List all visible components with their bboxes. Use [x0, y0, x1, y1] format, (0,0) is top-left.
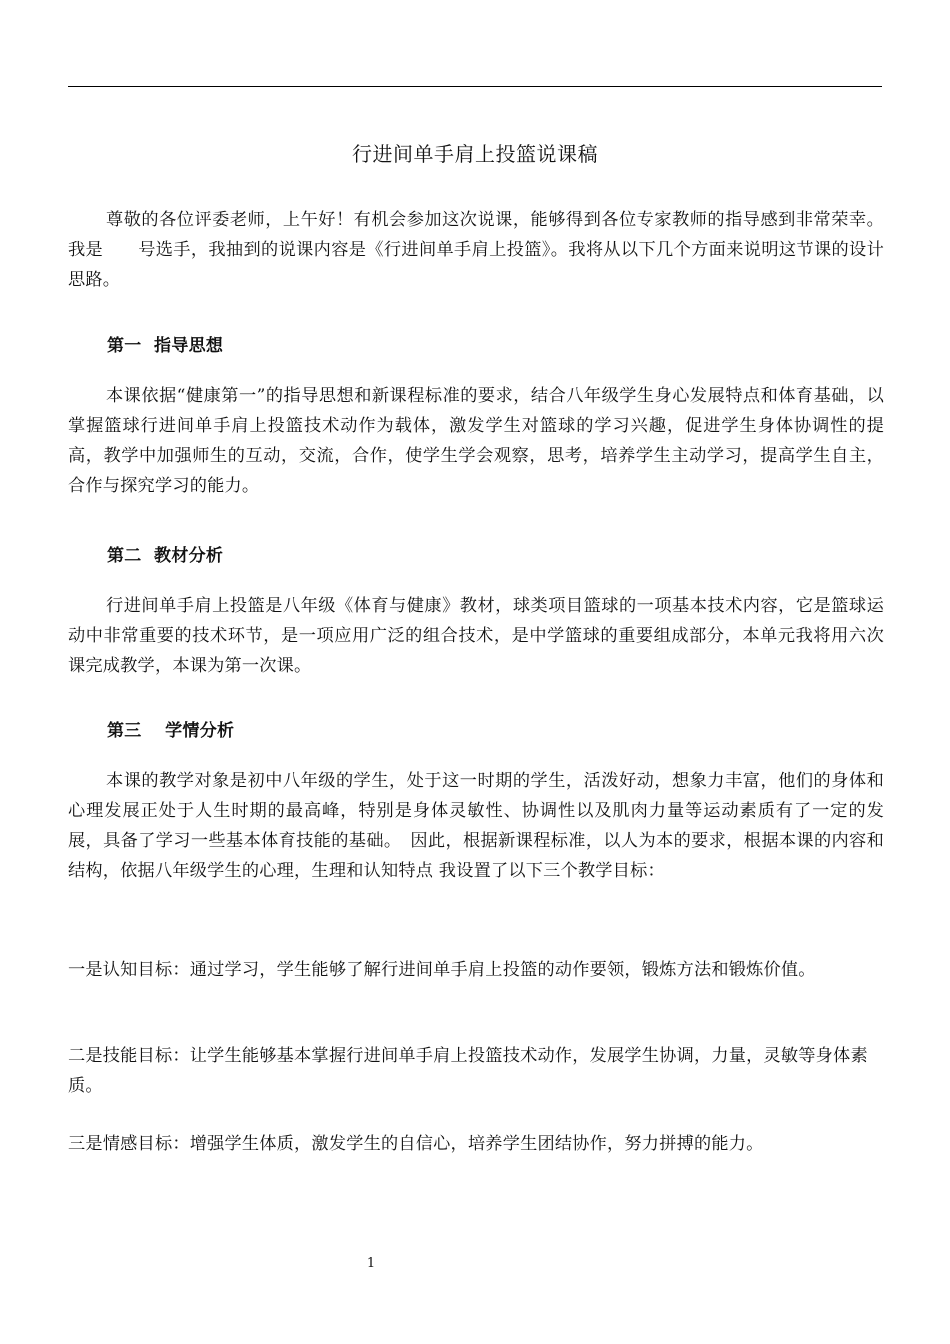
page-number: 1 [366, 1256, 376, 1271]
section-body-learner-analysis: 本课的教学对象是初中八年级的学生，处于这一时期的学生，活泼好动，想象力丰富，他们的身体和心理发展正处于人生时期的最高峰，特别是身体灵敏性、协调性以及肌肉力量等运动素质有了一定的发展，具备了学习一些基本体育技能的基础。 因此，根据新课程标准，以人为本的要求，根据本课的内容和结构，依据八年级学生的心理，生理和认知特点 我设置了以下三个教学目标： [68, 771, 884, 881]
section-heading-material-analysis: 第二 教材分析 [107, 546, 224, 566]
header-rule [68, 86, 882, 87]
goal-skill: 二是技能目标：让学生能够基本掌握行进间单手肩上投篮技术动作，发展学生协调，力量，灵敏等身体素质。 [68, 1046, 868, 1096]
section-body-guiding-idea: 本课依据“健康第一”的指导思想和新课程标准的要求，结合八年级学生身心发展特点和体育基础，以掌握篮球行进间单手肩上投篮技术动作为载体，激发学生对篮球的学习兴趣，促进学生身体协调性的提高，教学中加强师生的互动，交流，合作，使学生学会观察，思考，培养学生主动学习，提高学生自主，合作与探究学习的能力。 [68, 386, 884, 496]
section-heading-guiding-idea: 第一 指导思想 [107, 336, 224, 356]
goal-affective: 三是情感目标：增强学生体质，激发学生的自信心，培养学生团结协作，努力拼搏的能力。 [68, 1134, 764, 1154]
section-body-material-analysis: 行进间单手肩上投篮是八年级《体育与健康》教材，球类项目篮球的一项基本技术内容，它是篮球运动中非常重要的技术环节，是一项应用广泛的组合技术，是中学篮球的重要组成部分，本单元我将用六次课完成教学，本课为第一次课。 [68, 596, 884, 676]
document-title: 行进间单手肩上投篮说课稿 [352, 142, 598, 166]
section-heading-learner-analysis: 第三 学情分析 [107, 721, 235, 741]
intro-paragraph: 尊敬的各位评委老师，上午好！有机会参加这次说课，能够得到各位专家教师的指导感到非常荣幸。我是 号选手，我抽到的说课内容是《行进间单手肩上投篮》。我将从以下几个方面来说明这节课的设计思路。 [68, 210, 884, 290]
goal-cognitive: 一是认知目标：通过学习，学生能够了解行进间单手肩上投篮的动作要领，锻炼方法和锻炼价值。 [68, 960, 816, 980]
